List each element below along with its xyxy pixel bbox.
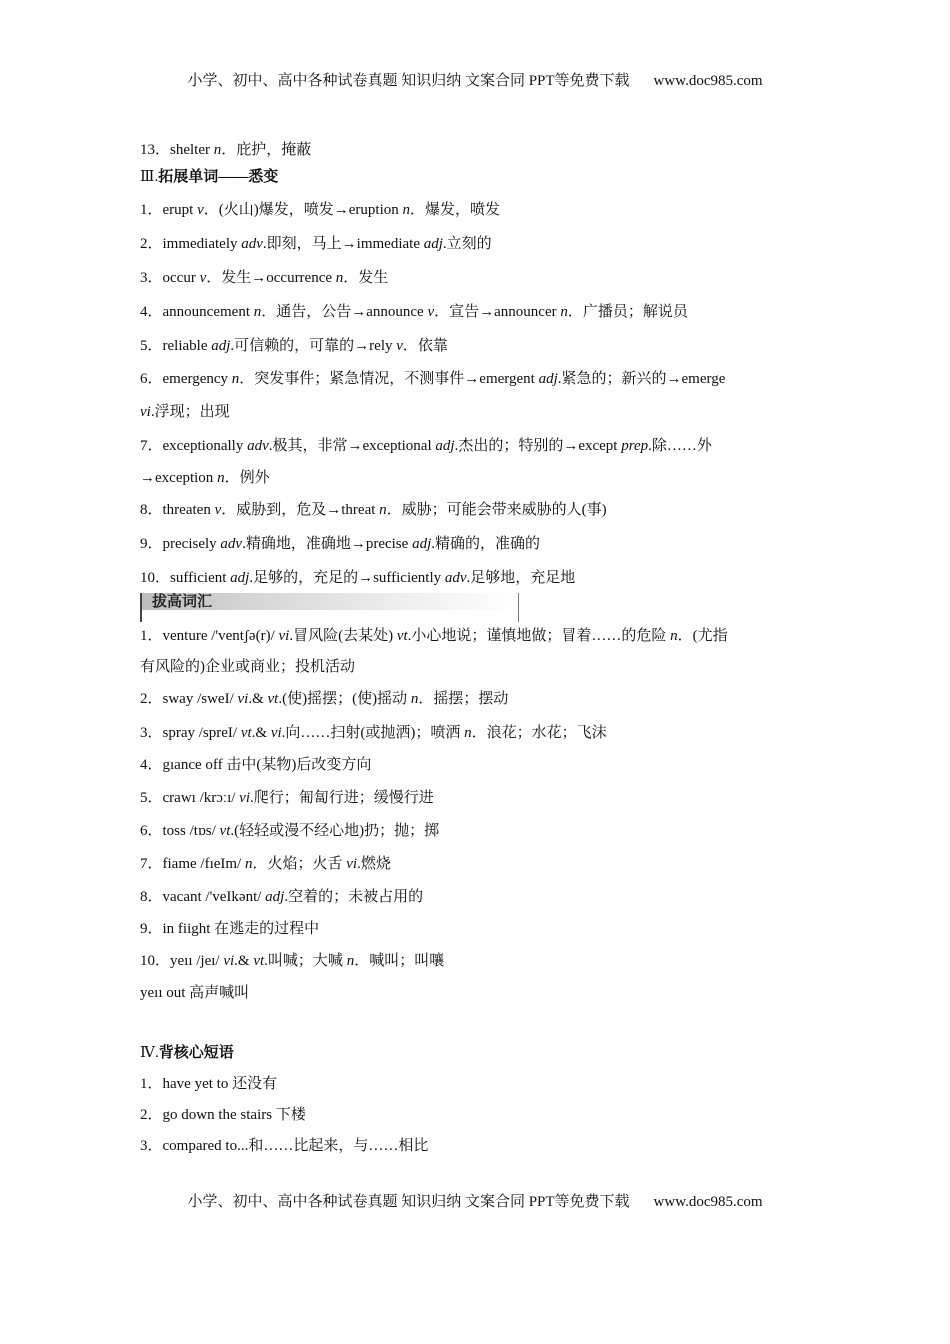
item-pos: n <box>253 304 262 320</box>
item-pos: n <box>335 270 344 286</box>
item-number: 8． <box>140 502 163 518</box>
item-text: go down the stairs 下楼 <box>162 1107 306 1123</box>
item-number: 2． <box>140 691 163 707</box>
expand-item-10 <box>140 568 812 590</box>
item-pos: adj <box>423 236 443 252</box>
item-text: ．广播员；解说员 <box>567 304 688 320</box>
item-text: .& <box>248 691 268 707</box>
item-pos: vt <box>396 628 408 644</box>
item-text: occur <box>162 270 200 286</box>
item-number: 10． <box>140 570 171 586</box>
item-text: .即刻，马上→immediate <box>262 236 424 252</box>
item-text: →exception <box>140 470 218 486</box>
item-number: 4． <box>140 304 163 320</box>
item-text: .浮现；出现 <box>150 404 230 420</box>
item-number: 3． <box>140 725 163 741</box>
item-meaning: ．庇护，掩蔽 <box>221 142 312 158</box>
item-pos: n <box>244 856 253 872</box>
item-number: 13． <box>140 142 171 158</box>
section-banner <box>140 593 520 622</box>
item-text: ．发生→occurrence <box>206 270 336 286</box>
item-pos: adv <box>444 570 467 586</box>
item-text: .足够的，充足的→sufficiently <box>249 570 445 586</box>
item-pos: n <box>217 470 225 486</box>
item-pos: vi <box>239 790 250 806</box>
item-line <box>140 468 812 488</box>
expand-item-1 <box>140 200 812 234</box>
phrase-item-1 <box>140 1074 812 1105</box>
banner-label: 拔高词汇 <box>152 592 213 610</box>
expand-item-8 <box>140 500 812 534</box>
item-pos: v <box>427 304 435 320</box>
item-pos: v <box>396 338 403 354</box>
header-text: 小学、初中、高中各种试卷真题 知识归纳 文案合同 PPT等免费下载 <box>187 73 630 89</box>
item-line <box>140 657 812 677</box>
item-text: .燃烧 <box>357 856 391 872</box>
item-number: 9． <box>140 536 163 552</box>
item-text: vacant /'veIkənt/ <box>162 889 266 905</box>
item-pos: adv <box>247 438 269 454</box>
advanced-item-10 <box>140 951 812 983</box>
item-pos: adj <box>230 570 250 586</box>
item-text: threaten <box>162 502 215 518</box>
item-text: .杰出的；特别的→except <box>454 438 622 454</box>
item-text: .除……外 <box>648 438 712 454</box>
item-pos: n <box>410 691 419 707</box>
advanced-item-8 <box>140 887 812 919</box>
expand-item-6 <box>140 369 812 436</box>
item-pos: n <box>464 725 472 741</box>
item-pos: vt <box>219 823 231 839</box>
item-text: ．(尤指 <box>677 628 728 644</box>
item-text: ．威胁到，危及→threat <box>221 502 380 518</box>
item-text: .小心地说；谨慎地做；冒着……的危险 <box>407 628 671 644</box>
section-title: 背核心短语 <box>158 1045 234 1061</box>
item-text: announcement <box>162 304 254 320</box>
header-url: www.doc985.com <box>653 73 763 89</box>
phrase-item-2 <box>140 1105 812 1136</box>
advanced-item-6 <box>140 821 812 854</box>
item-pos: v <box>197 202 204 218</box>
item-text: sufficient <box>170 570 231 586</box>
item-text: .冒风险(去某处) <box>289 628 397 644</box>
page-footer <box>0 1190 950 1211</box>
item-number: 10． <box>140 953 171 969</box>
item-pos: vi <box>140 404 151 420</box>
item-text: sway /sweI/ <box>162 691 238 707</box>
item-text: emergency <box>162 371 232 387</box>
section-heading-3 <box>140 167 812 200</box>
advanced-item-9 <box>140 919 812 951</box>
item-text: ．突发事件；紧急情况，不测事件→emergent <box>239 371 539 387</box>
advanced-item-2 <box>140 689 812 723</box>
page-header <box>0 69 950 90</box>
item-text: ．宣告→announcer <box>434 304 561 320</box>
expand-item-7 <box>140 436 812 500</box>
item-pos: n <box>379 502 387 518</box>
item-text: .(使)摇摆；(使)摇动 <box>278 691 411 707</box>
item-text: erupt <box>162 202 198 218</box>
item-text: ．喊叫；叫嚷 <box>354 953 445 969</box>
item-text: ．爆发，喷发 <box>410 202 501 218</box>
item-text: .叫喊；大喊 <box>264 953 347 969</box>
section-roman: Ⅲ. <box>140 169 159 185</box>
item-text: .立刻的 <box>442 236 492 252</box>
item-number: 6． <box>140 823 163 839</box>
item-text: ．发生 <box>343 270 389 286</box>
advanced-item-10-phrase: yeıı out 高声喊叫 <box>140 985 250 1001</box>
item-number: 9． <box>140 921 163 937</box>
item-text: gıance off 击中(某物)后改变方向 <box>162 757 372 773</box>
item-pos: adj <box>412 536 432 552</box>
item-text: reliable <box>162 338 212 354</box>
item-text: fiame /fıeIm/ <box>162 856 245 872</box>
section-title: 拓展单词——悉变 <box>158 169 279 185</box>
item-number: 7． <box>140 438 163 454</box>
item-text: .& <box>251 725 271 741</box>
phrase-item-3 <box>140 1136 812 1158</box>
item-pos: vi <box>346 856 358 872</box>
item-number: 1． <box>140 628 163 644</box>
item-text: .可信赖的，可靠的→rely <box>230 338 397 354</box>
item-pos: v <box>214 502 222 518</box>
item-number: 3． <box>140 1138 163 1154</box>
item-number: 5． <box>140 790 163 806</box>
item-text: ．威胁；可能会带来威胁的人(事) <box>386 502 607 518</box>
footer-text: 小学、初中、高中各种试卷真题 知识归纳 文案合同 PPT等免费下载 <box>187 1194 630 1210</box>
item-pos: vt <box>240 725 252 741</box>
item-text: ．浪花；水花；飞沫 <box>471 725 607 741</box>
item-text: have yet to 还没有 <box>162 1076 278 1092</box>
expand-item-3 <box>140 268 812 302</box>
item-number: 2． <box>140 236 163 252</box>
item-text: toss /tɒs/ <box>162 823 220 839</box>
banner-right-rule <box>518 593 519 622</box>
item-line <box>140 626 812 657</box>
item-line <box>140 402 812 422</box>
expand-item-5 <box>140 336 812 369</box>
item-number: 2． <box>140 1107 163 1123</box>
item-pos: vi <box>278 628 290 644</box>
vocab-item-13 <box>140 140 812 167</box>
banner-left-rule <box>140 593 142 622</box>
item-pos: n <box>402 202 410 218</box>
item-pos: vi <box>237 691 249 707</box>
item-pos: n <box>670 628 678 644</box>
advanced-item-1 <box>140 626 812 689</box>
item-number: 1． <box>140 1076 163 1092</box>
item-pos: prep <box>621 438 649 454</box>
expand-item-9 <box>140 534 812 568</box>
item-text: exceptionally <box>162 438 248 454</box>
item-text: ．例外 <box>224 470 270 486</box>
item-text: crawı /krɔːı/ <box>162 790 240 806</box>
item-text: ．通告，公告→announce <box>261 304 428 320</box>
item-line <box>140 436 812 468</box>
item-pos: n <box>560 304 568 320</box>
item-text: .空着的；未被占用的 <box>284 889 424 905</box>
item-text: immediately <box>162 236 242 252</box>
item-number: 7． <box>140 856 163 872</box>
item-text: precisely <box>162 536 221 552</box>
item-text: .爬行；匍匐行进；缓慢行进 <box>249 790 434 806</box>
item-text: in fiight 在逃走的过程中 <box>162 921 320 937</box>
item-pos: vt <box>253 953 265 969</box>
item-pos: adj <box>211 338 231 354</box>
item-text: spray /spreI/ <box>162 725 241 741</box>
item-pos: n <box>213 142 222 158</box>
item-text: .紧急的；新兴的→emerge <box>557 371 726 387</box>
item-text: .(轻轻或漫不经心地)扔；抛；掷 <box>230 823 440 839</box>
item-pos: adj <box>435 438 455 454</box>
section-heading-4 <box>140 1043 812 1074</box>
item-text: .& <box>234 953 254 969</box>
item-pos: vi <box>223 953 235 969</box>
item-text: .向……扫射(或抛洒)；喷洒 <box>281 725 465 741</box>
item-pos: adv <box>241 236 263 252</box>
item-number: 1． <box>140 202 163 218</box>
item-text: ．(火山)爆发，喷发→eruption <box>203 202 403 218</box>
advanced-item-7 <box>140 854 812 887</box>
advanced-item-4 <box>140 755 812 788</box>
expand-item-2 <box>140 234 812 268</box>
item-pos: adv <box>220 536 243 552</box>
item-number: 8． <box>140 889 163 905</box>
item-text: ．摇摆；摆动 <box>418 691 509 707</box>
item-pos: n <box>346 953 355 969</box>
footer-url: www.doc985.com <box>653 1194 763 1210</box>
item-pos: v <box>199 270 207 286</box>
item-line <box>140 369 812 402</box>
expand-item-4 <box>140 302 812 336</box>
item-pos: n <box>231 371 240 387</box>
item-text: .极其，非常→exceptional <box>268 438 436 454</box>
advanced-item-3 <box>140 723 812 755</box>
item-number: 6． <box>140 371 163 387</box>
item-text: compared to...和……比起来，与……相比 <box>162 1138 429 1154</box>
item-pos: vi <box>270 725 282 741</box>
document-body <box>140 140 812 1158</box>
item-text: venture /'ventʃə(r)/ <box>162 628 279 644</box>
item-text: ．火焰；火舌 <box>252 856 347 872</box>
item-number: 3． <box>140 270 163 286</box>
item-text: yeıı /jeı/ <box>170 953 224 969</box>
item-text: ．依靠 <box>402 338 448 354</box>
item-pos: adj <box>538 371 558 387</box>
item-pos: vt <box>267 691 279 707</box>
advanced-item-5 <box>140 788 812 821</box>
item-text: .足够地，充足地 <box>466 570 576 586</box>
section-roman: Ⅳ. <box>140 1045 159 1061</box>
item-word: shelter <box>170 142 214 158</box>
item-text: .精确地，准确地→precise <box>242 536 413 552</box>
item-text: 有风险的)企业或商业；投机活动 <box>140 659 355 675</box>
item-number: 5． <box>140 338 163 354</box>
item-number: 4． <box>140 757 163 773</box>
item-pos: adj <box>265 889 285 905</box>
item-text: .精确的，准确的 <box>431 536 540 552</box>
